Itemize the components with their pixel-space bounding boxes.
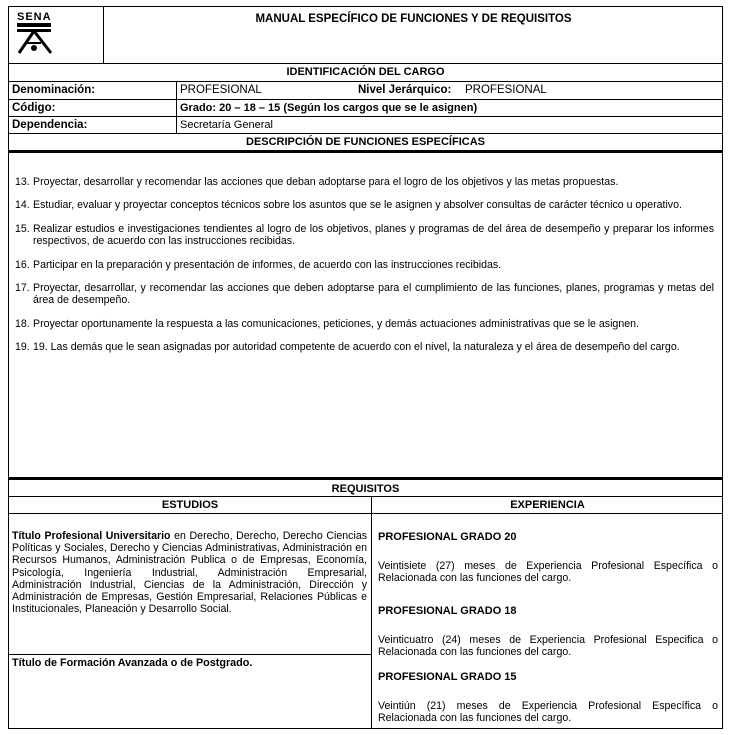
item-number: 19. (15, 341, 30, 354)
section-title-requisitos: REQUISITOS (331, 483, 400, 495)
item-text: Participar en la preparación y presentación de informes, de acuerdo con las instrucciones recibidas. (33, 258, 502, 271)
grado-heading: PROFESIONAL GRADO 18 (378, 605, 517, 617)
item-text: Proyectar oportunamente la respuesta a las comunicaciones, peticiones, y demás actuaciones administrativas que se le asignen. (33, 317, 639, 330)
experiencia-grado-20 (378, 530, 718, 584)
grado-text: Veinticuatro (24) meses de Experiencia Profesional Especifica o Relacionada con las funciones del cargo. (378, 634, 718, 659)
item-number: 13. (15, 176, 30, 188)
estudios-body: en Derecho, Derecho, Derecho Ciencias Políticas y Sociales, Derecho y Ciencias Administrativas, Administración en Recursos Humanos, Administración Publica o de Empresas, Economía, Psicología, Ingeniería Industrial, Administración Empresarial, Administración Industrial, Ciencias de la Administración, Dirección y Administración de Empresas, Gestión Empresarial, Relaciones Públicas e Institucionales, Planeación y Desarrollo Social. (12, 530, 368, 616)
item-number: 18. (15, 317, 30, 330)
section-title-identificacion: IDENTIFICACIÓN DEL CARGO (286, 66, 445, 78)
nivel-label: Nivel Jerárquico: (358, 84, 452, 96)
experiencia-grado-18 (378, 604, 718, 658)
item-number: 16. (15, 258, 30, 271)
item-number: 14. (15, 199, 30, 212)
item-number: 15. (15, 222, 30, 235)
estudios-text (12, 530, 367, 615)
item-text: Estudiar, evaluar y proyectar conceptos técnicos sobre los asuntos que se le asignen y absolver consultas de carácter técnico u operativo. (33, 199, 682, 212)
list-item (15, 341, 714, 353)
list-item (15, 318, 714, 330)
codigo-value: Grado: 20 – 18 – 15 (Según los cargos que se le asignen) (180, 102, 478, 114)
grado-text: Veintiún (21) meses de Experiencia Profesional Específica o Relacionada con las funciones del cargo. (378, 700, 718, 725)
item-text: Proyectar, desarrollar, y recomendar las acciones que deben adoptarse para el cumplimiento de las funciones, planes, programas y metas del área de desempeño. (33, 282, 714, 307)
postgrado-text: Título de Formación Avanzada o de Postgrado. (12, 657, 253, 669)
grado-heading: PROFESIONAL GRADO 15 (378, 671, 517, 683)
list-item (15, 282, 714, 307)
sena-emblem-icon (13, 21, 73, 63)
document-page (8, 6, 723, 729)
funciones-list (15, 176, 714, 365)
item-text: Proyectar, desarrollar y recomendar las acciones que deban adoptarse para el logro de los objetivos y las metas propuestas. (33, 176, 619, 188)
item-text: 19. Las demás que le sean asignadas por autoridad competente de acuerdo con el nivel, la naturaleza y el área de desempeño del cargo. (33, 341, 680, 354)
list-item (15, 223, 714, 248)
logo-text: SENA (17, 11, 52, 23)
experiencia-grado-15 (378, 670, 718, 724)
estudios-header: ESTUDIOS (161, 499, 219, 511)
list-item (15, 199, 714, 211)
denominacion-label: Denominación: (12, 84, 96, 96)
document-title: MANUAL ESPECÍFICO DE FUNCIONES Y DE REQUISITOS (255, 13, 572, 25)
codigo-label: Código: (12, 102, 56, 114)
grado-text: Veintisiete (27) meses de Experiencia Profesional Específica o Relacionada con las funciones del cargo. (378, 560, 718, 585)
item-text: Realizar estudios e investigaciones tendientes al logro de los objetivos, planes y programas de del área de desempeño y preparar los informes respectivos, de acuerdo con las instrucciones recibidas. (33, 222, 714, 248)
dependencia-value: Secretaría General (180, 119, 273, 131)
estudios-lead: Título Profesional Universitario (12, 530, 171, 542)
list-item (15, 176, 714, 188)
logo (13, 11, 99, 61)
grado-heading: PROFESIONAL GRADO 20 (378, 531, 517, 543)
nivel-value: PROFESIONAL (465, 84, 547, 96)
experiencia-header: EXPERIENCIA (510, 499, 585, 511)
item-number: 17. (15, 282, 30, 295)
section-title-funciones: DESCRIPCIÓN DE FUNCIONES ESPECÍFICAS (246, 136, 485, 148)
list-item (15, 259, 714, 271)
denominacion-value: PROFESIONAL (180, 84, 262, 96)
dependencia-label: Dependencia: (12, 119, 88, 131)
